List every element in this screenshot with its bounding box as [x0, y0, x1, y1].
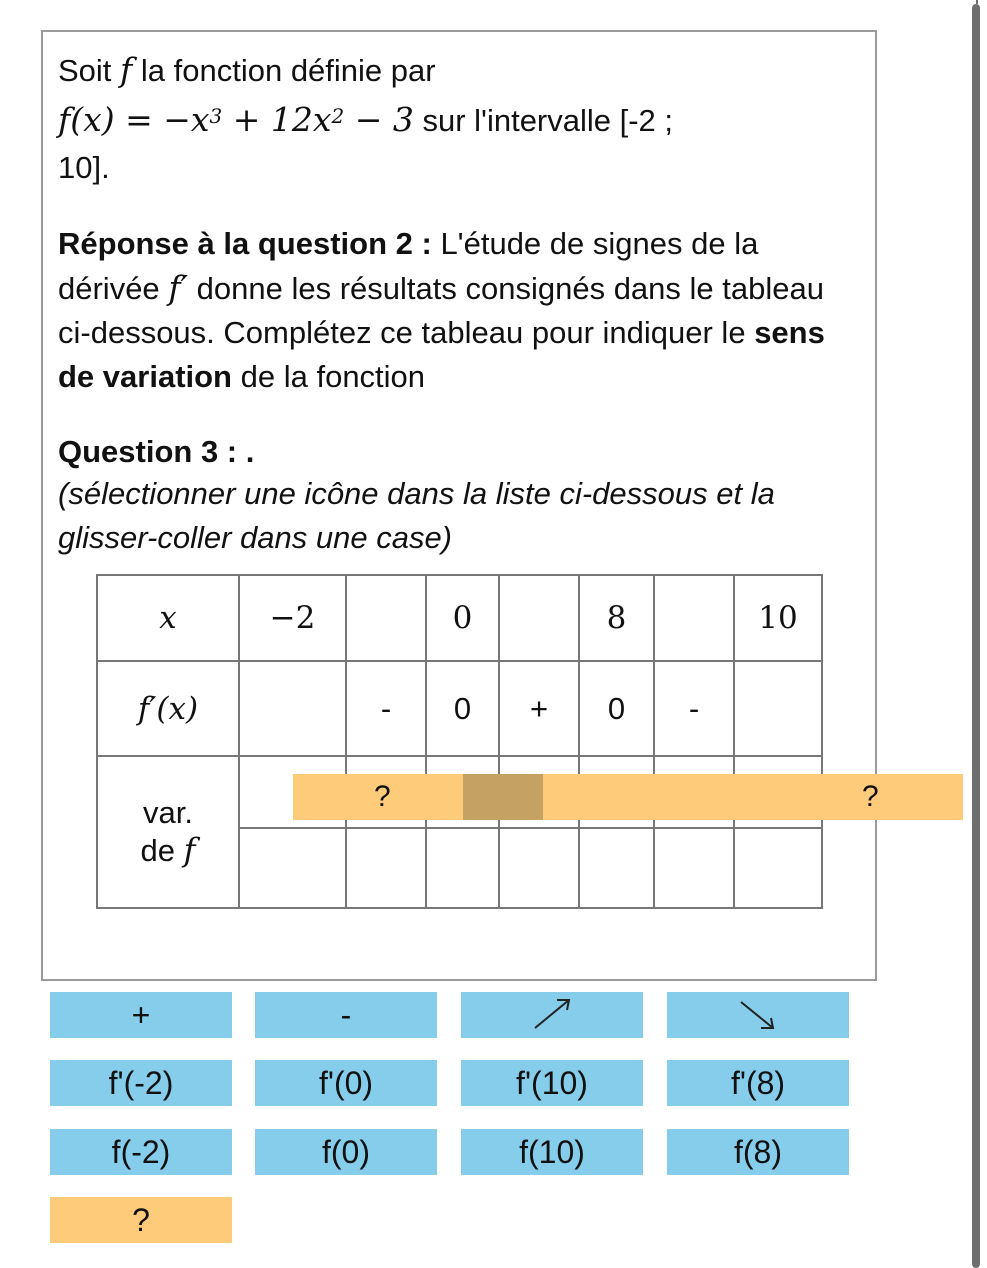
answer-text-a: L'étude de signes de la dérivée [58, 226, 759, 306]
var-drop-cell-11[interactable] [499, 828, 579, 908]
x-value-3: 8 [579, 575, 654, 661]
drop-highlight[interactable] [463, 774, 543, 820]
var-label-2-line [98, 831, 238, 869]
var-drop-cell-12[interactable] [579, 828, 654, 908]
table-row-x [97, 575, 822, 661]
x-gap-2 [499, 575, 579, 661]
variation-table [96, 574, 823, 909]
answer-label: Réponse à la question 2 : [58, 226, 432, 261]
tile-f-minus2[interactable]: f(-2) [50, 1129, 232, 1175]
arrow-up-right-icon [461, 992, 643, 1038]
interval-end: 10]. [58, 150, 110, 185]
formula-eq: = −x [114, 100, 210, 139]
fprime-end-empty [734, 661, 822, 756]
var-label-1: var. [143, 795, 193, 830]
table-row-fprime [97, 661, 822, 756]
sign-3: + [499, 661, 579, 756]
band-question-left: ? [374, 780, 391, 813]
fprime-label: f′(x) [97, 661, 239, 756]
answer-paragraph [58, 222, 848, 399]
answer-sense-bold: sens de variation [58, 315, 825, 394]
answer-text-b: donne les résultats consignés dans le tableau ci-dessous. Complétez ce tableau pour indiquer le [58, 271, 824, 350]
intro-line-1 [58, 48, 858, 93]
tile-plus[interactable]: + [50, 992, 232, 1038]
var-drop-cell-13[interactable] [654, 828, 734, 908]
formula-mid: + 12x [222, 100, 332, 139]
tile-f-10[interactable]: f(10) [461, 1129, 643, 1175]
band-question-right: ? [862, 780, 879, 813]
answer-text-c: de la fonction [240, 359, 426, 394]
x-gap-3 [654, 575, 734, 661]
question3-title: Question 3 : . [58, 434, 255, 469]
tile-fprime-10[interactable]: f'(10) [461, 1060, 643, 1106]
x-value-2: 0 [426, 575, 499, 661]
question3-instruction: (sélectionner une icône dans la liste ci-dessous et la glisser-coller dans une case) [58, 476, 775, 555]
formula-exp-2: 2 [331, 104, 345, 128]
intro-definition-text: la fonction définie par [140, 53, 436, 88]
var-drop-cell-9[interactable] [346, 828, 426, 908]
var-drop-cell-8[interactable] [239, 828, 346, 908]
formula [58, 100, 414, 139]
tile-f-8[interactable]: f(8) [667, 1129, 849, 1175]
tile-f-0[interactable]: f(0) [255, 1129, 437, 1175]
var-label [97, 756, 239, 908]
tile-fprime-0[interactable]: f'(0) [255, 1060, 437, 1106]
formula-f: f [58, 100, 71, 139]
intro-formula-line [58, 98, 858, 143]
formula-arg: (x) [70, 100, 115, 139]
tile-arrow-up[interactable] [461, 992, 643, 1038]
tile-fprime-minus2[interactable]: f'(-2) [50, 1060, 232, 1106]
x-value-1: −2 [239, 575, 346, 661]
x-gap-1 [346, 575, 426, 661]
intro-f-symbol: f [120, 50, 133, 89]
answer-fprime: f′ [168, 268, 189, 307]
sign-2: 0 [426, 661, 499, 756]
var-label-de: de [140, 833, 175, 868]
interval-text: sur l'intervalle [-2 ; [422, 103, 674, 138]
var-label-f: f [183, 831, 196, 869]
sign-4: 0 [579, 661, 654, 756]
tile-minus[interactable]: - [255, 992, 437, 1038]
var-drop-cell-10[interactable] [426, 828, 499, 908]
x-value-4: 10 [734, 575, 822, 661]
sign-5: - [654, 661, 734, 756]
vertical-scrollbar[interactable] [972, 4, 980, 1268]
formula-end: − 3 [344, 100, 414, 139]
sign-1: - [346, 661, 426, 756]
fprime-empty [239, 661, 346, 756]
tile-fprime-8[interactable]: f'(8) [667, 1060, 849, 1106]
tile-question[interactable]: ? [50, 1197, 232, 1243]
arrow-down-right-icon [667, 992, 849, 1038]
intro-soit: Soit [58, 53, 112, 88]
var-drop-cell-14[interactable] [734, 828, 822, 908]
tile-arrow-down[interactable] [667, 992, 849, 1038]
formula-exp-3: 3 [209, 104, 223, 128]
x-label: x [97, 575, 239, 661]
